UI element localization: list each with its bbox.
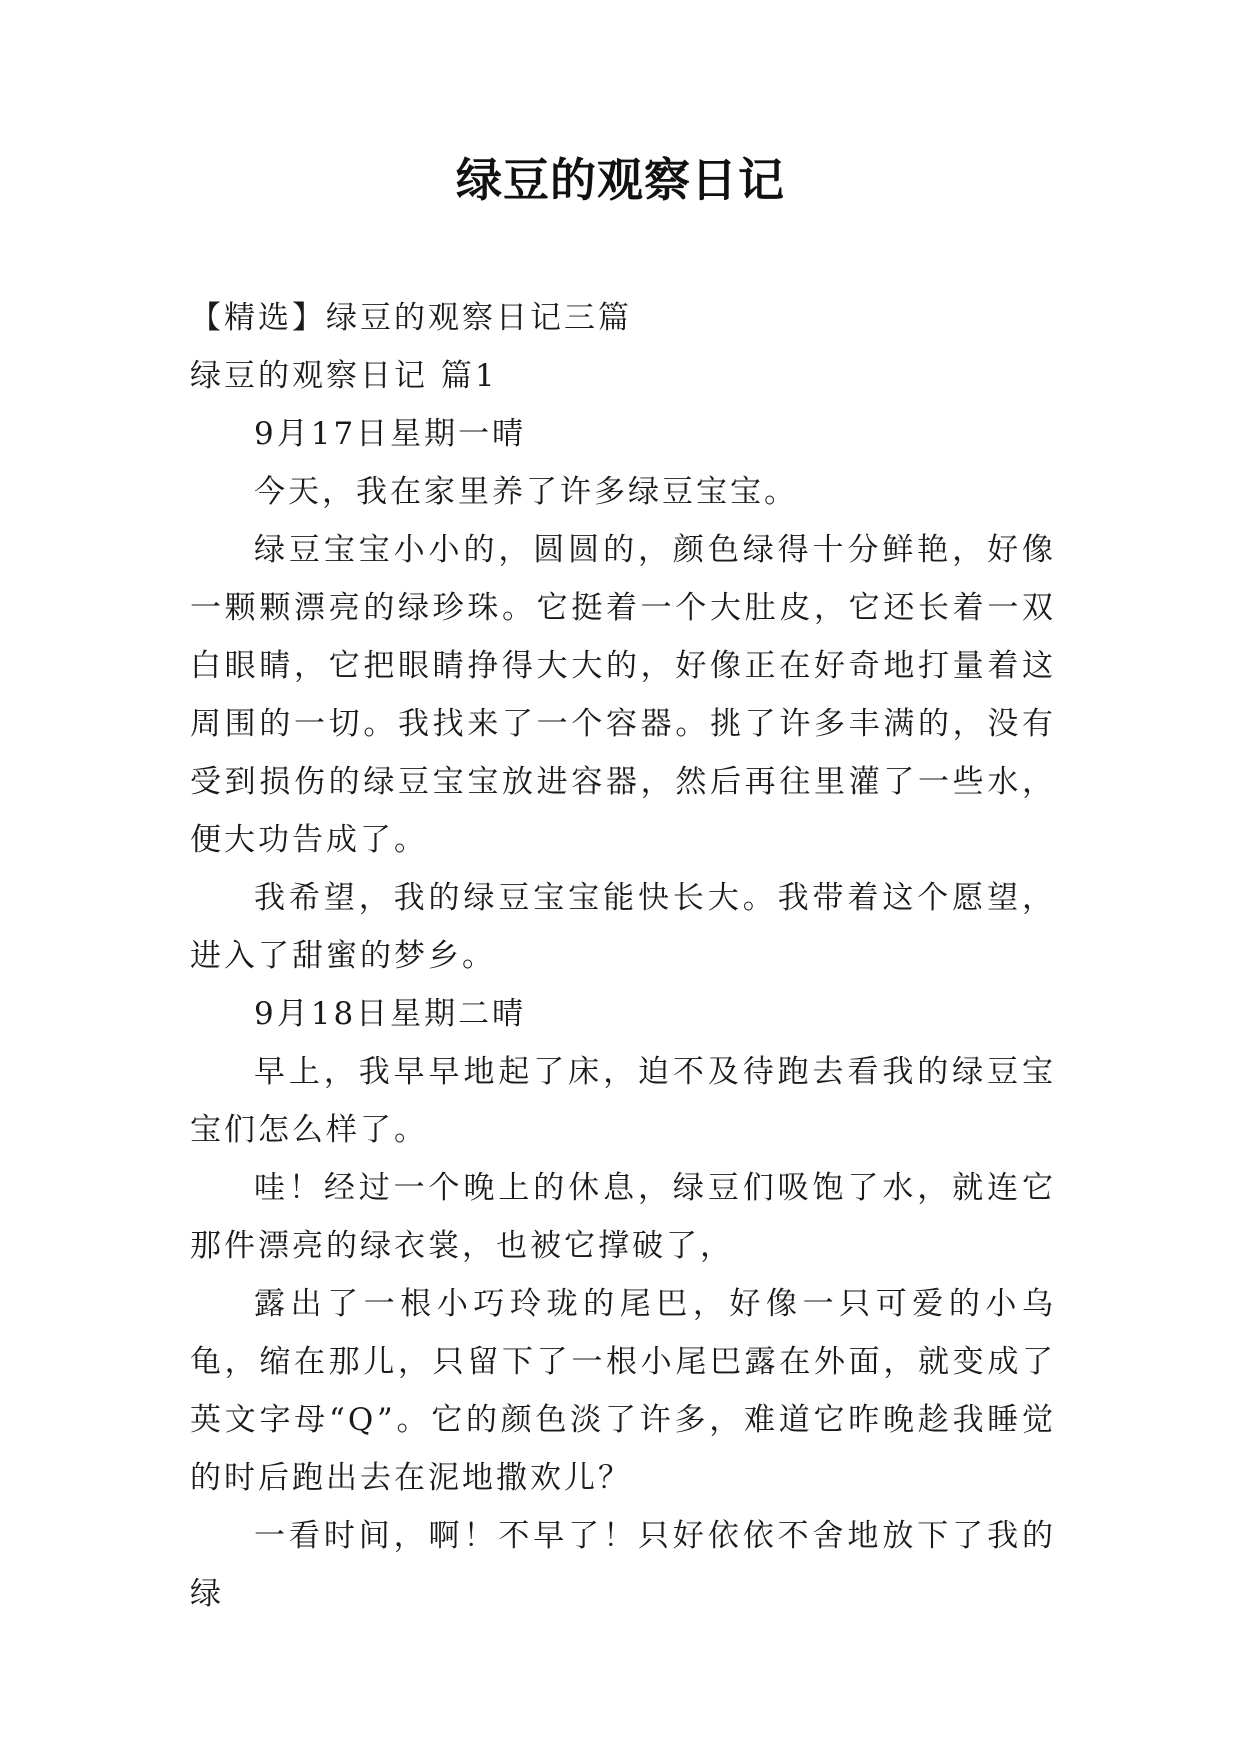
paragraph: 绿豆宝宝小小的，圆圆的，颜色绿得十分鲜艳，好像一颗颗漂亮的绿珍珠。它挺着一个大肚皮，它还长着一双白眼睛，它把眼睛挣得大大的，好像正在好奇地打量着这周围的一切。我找来了一个容器。挑了许多丰满的，没有受到损伤的绿豆宝宝放进容器，然后再往里灌了一些水，便大功告成了。 bbox=[190, 532, 1056, 858]
document-body bbox=[190, 289, 1056, 1623]
paragraph: 一看时间，啊！不早了！只好依依不舍地放下了我的绿 bbox=[190, 1518, 1056, 1612]
section-heading: 绿豆的观察日记 篇1 bbox=[190, 358, 498, 394]
diary-date: 9月18日星期二晴 bbox=[254, 996, 527, 1032]
paragraph: 今天，我在家里养了许多绿豆宝宝。 bbox=[254, 474, 798, 510]
document-subtitle: 【精选】绿豆的观察日记三篇 bbox=[190, 300, 632, 336]
diary-date: 9月17日星期一晴 bbox=[254, 416, 527, 452]
paragraph: 早上，我早早地起了床，迫不及待跑去看我的绿豆宝宝们怎么样了。 bbox=[190, 1054, 1056, 1148]
paragraph: 我希望，我的绿豆宝宝能快长大。我带着这个愿望，进入了甜蜜的梦乡。 bbox=[190, 880, 1056, 974]
document-title: 绿豆的观察日记 bbox=[456, 153, 785, 207]
paragraph: 露出了一根小巧玲珑的尾巴，好像一只可爱的小乌龟，缩在那儿，只留下了一根小尾巴露在外面，就变成了英文字母“Q”。它的颜色淡了许多，难道它昨晚趁我睡觉的时后跑出去在泥地撒欢儿？ bbox=[190, 1286, 1056, 1496]
paragraph: 哇！经过一个晚上的休息，绿豆们吸饱了水，就连它那件漂亮的绿衣裳，也被它撑破了， bbox=[190, 1170, 1056, 1264]
